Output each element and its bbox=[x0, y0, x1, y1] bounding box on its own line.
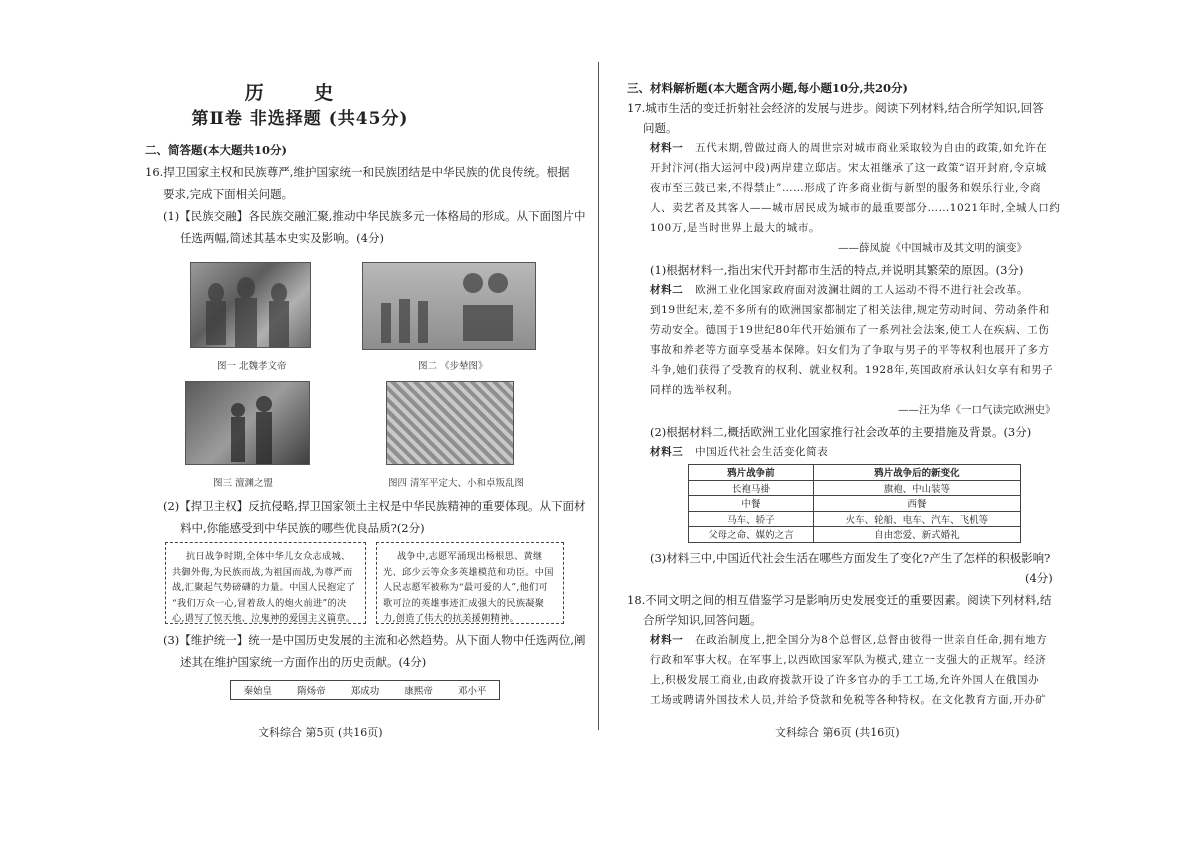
figure-3-image bbox=[185, 381, 310, 465]
q16-line-2: 要求,完成下面相关问题。 bbox=[163, 187, 294, 201]
box1-line: 心,谱写了惊天地、泣鬼神的爱国主义篇章。 bbox=[172, 613, 356, 624]
figure-2-image bbox=[362, 262, 536, 350]
q18-material-1-line: 上,积极发展工商业,由政府拨款开设了许多官办的手工工场,允许外国人在俄国办 bbox=[650, 674, 1040, 686]
q18-material-1-text: 在政治制度上,把全国分为8个总督区,总督由彼得一世亲自任命,拥有地方 bbox=[695, 634, 1048, 646]
q17-3: (3)材料三中,中国近代社会生活在哪些方面发生了变化?产生了怎样的积极影响? bbox=[650, 551, 1051, 565]
person-name: 康熙帝 bbox=[404, 686, 433, 697]
q16-1-line-1: (1)【民族交融】各民族交融汇聚,推动中华民族多元一体格局的形成。从下面图片中 bbox=[163, 209, 586, 223]
q17-2: (2)根据材料二,概括欧洲工业化国家推行社会改革的主要措施及背景。(3分) bbox=[650, 425, 1032, 439]
material-box-1 bbox=[165, 542, 366, 624]
table-row bbox=[689, 496, 1021, 512]
material-2-line: 斗争,她们获得了受教育的权利、就业权利。1928年,英国政府承认妇女享有和男子 bbox=[650, 364, 1054, 376]
material-2-line-1 bbox=[650, 280, 1028, 300]
q16-3-line-1: (3)【维护统一】统一是中国历史发展的主流和必然趋势。从下面人物中任选两位,阐 bbox=[163, 633, 586, 647]
q18-material-1-line: 行政和军事大权。在军事上,以西欧国家军队为模式,建立一支强大的正规军。经济 bbox=[650, 654, 1047, 666]
page-title: 历 史 bbox=[244, 82, 356, 104]
box2-line: 歌可泣的英雄事迹汇成强大的民族凝聚 bbox=[383, 597, 545, 609]
box2-line: 战争中,志愿军涌现出杨根思、黄继 bbox=[397, 551, 543, 562]
person-name: 隋炀帝 bbox=[297, 686, 326, 697]
table-cell: 旗袍、中山装等 bbox=[813, 480, 1020, 496]
material-2-line: 到19世纪末,差不多所有的欧洲国家都制定了相关法律,规定劳动时间、劳动条件和 bbox=[650, 304, 1050, 316]
material-2-source: ——汪为华《一口气读完欧洲史》 bbox=[898, 404, 1056, 416]
people-box bbox=[230, 680, 500, 700]
material-2-line: 事故和养老等方面享受基本保障。妇女们为了争取与男子的平等权利也展开了多方 bbox=[650, 344, 1050, 356]
person-name: 邓小平 bbox=[457, 686, 487, 697]
q18-line-2: 合所学知识,回答问题。 bbox=[643, 613, 762, 627]
table-row bbox=[689, 511, 1021, 527]
table-cell: 长袍马褂 bbox=[689, 480, 814, 496]
material-1-line: 100万,是当时世界上最大的城市。 bbox=[650, 222, 821, 234]
social-change-table bbox=[688, 464, 1021, 543]
material-1-line: 开封汴河(指大运河中段)两岸建立邸店。宋太祖继承了这一政策“诏开封府,令京城 bbox=[650, 162, 1047, 174]
section-heading-3: 三、材料解析题(本大题含两小题,每小题10分,共20分) bbox=[627, 81, 908, 95]
material-3-title: 中国近代社会生活变化简表 bbox=[695, 446, 829, 458]
table-header: 鸦片战争后的新变化 bbox=[813, 465, 1020, 481]
q16-1-line-2: 任选两幅,简述其基本史实及影响。(4分) bbox=[180, 231, 384, 245]
q17-3-score: (4分) bbox=[1025, 571, 1053, 585]
material-box-2 bbox=[376, 542, 564, 624]
box1-line: 抗日战争时期,全体中华儿女众志成城、 bbox=[186, 551, 351, 562]
q18-material-1-line-1 bbox=[650, 630, 1047, 650]
table-cell: 自由恋爱、新式婚礼 bbox=[813, 527, 1020, 543]
table-header-row bbox=[689, 465, 1021, 481]
q17-line-2: 问题。 bbox=[643, 121, 678, 135]
person-name: 秦始皇 bbox=[243, 686, 273, 697]
figure-1-caption: 图一 北魏孝文帝 bbox=[217, 361, 287, 372]
q16-2-line-2: 料中,你能感受到中华民族的哪些优良品质?(2分) bbox=[180, 521, 425, 535]
left-page bbox=[0, 0, 596, 848]
material-2-label: 材料二 bbox=[650, 284, 684, 296]
table-cell: 中餐 bbox=[689, 496, 814, 512]
material-1-text: 五代末期,曾做过商人的周世宗对城市商业采取较为自由的政策,如允许在 bbox=[695, 142, 1048, 154]
material-1-source: ——薛凤旋《中国城市及其文明的演变》 bbox=[838, 242, 1027, 254]
box1-line: 战,汇聚起气势磅礴的力量。中国人民抱定了 bbox=[172, 582, 356, 593]
figure-4-image bbox=[386, 381, 514, 465]
material-3-label: 材料三 bbox=[650, 446, 684, 458]
table-cell: 马车、轿子 bbox=[689, 511, 814, 527]
box2-line: 人民志愿军被称为“最可爱的人”,他们可 bbox=[383, 582, 549, 593]
figure-1-image bbox=[190, 262, 311, 348]
material-3-header bbox=[650, 442, 828, 462]
q17-line-1: 17.城市生活的变迁折射社会经济的发展与进步。阅读下列材料,结合所学知识,回答 bbox=[627, 101, 1044, 115]
material-2-line: 同样的选举权利。 bbox=[650, 384, 739, 396]
table-header: 鸦片战争前 bbox=[689, 465, 814, 481]
q17-1: (1)根据材料一,指出宋代开封都市生活的特点,并说明其繁荣的原因。(3分) bbox=[650, 263, 1024, 277]
box1-line: “我们万众一心,冒着敌人的炮火前进”的决 bbox=[172, 597, 347, 609]
table-cell: 西餐 bbox=[813, 496, 1020, 512]
q18-material-1-line: 工场或聘请外国技术人员,并给予贷款和免税等各种特权。在文化教育方面,开办矿 bbox=[650, 694, 1047, 706]
material-2-text: 欧洲工业化国家政府面对波澜壮阔的工人运动不得不进行社会改革。 bbox=[695, 284, 1029, 296]
table-row bbox=[689, 480, 1021, 496]
q16-line-1: 16.捍卫国家主权和民族尊严,维护国家统一和民族团结是中华民族的优良传统。根据 bbox=[145, 165, 570, 179]
material-1-line: 夜市至三鼓已来,不得禁止”……形成了许多商业街与新型的服务和娱乐行业,令商 bbox=[650, 182, 1042, 194]
page-footer-left: 文科综合 第5页 (共16页) bbox=[258, 726, 383, 739]
table-cell: 父母之命、媒妁之言 bbox=[689, 527, 814, 543]
box2-line: 力,创造了伟大的抗美援朝精神。 bbox=[383, 613, 520, 624]
page-subtitle: 第Ⅱ卷 非选择题 (共45分) bbox=[191, 109, 409, 129]
box1-line: 共御外侮,为民族而战,为祖国而战,为尊严而 bbox=[172, 566, 353, 578]
figure-4-caption: 图四 清军平定大、小和卓叛乱图 bbox=[388, 478, 525, 489]
figure-2-caption: 图二 《步辇图》 bbox=[418, 361, 488, 372]
material-2-line: 劳动安全。德国于19世纪80年代开始颁布了一系列社会法案,使工人在疾病、工伤 bbox=[650, 324, 1050, 336]
section-heading-2: 二、简答题(本大题共10分) bbox=[145, 143, 287, 157]
material-1-line-1 bbox=[650, 138, 1047, 158]
person-name: 郑成功 bbox=[350, 686, 380, 697]
q18-line-1: 18.不同文明之间的相互借鉴学习是影响历史发展变迁的重要因素。阅读下列材料,结 bbox=[627, 593, 1052, 607]
figure-3-caption: 图三 澶渊之盟 bbox=[213, 478, 274, 489]
table-cell: 火车、轮船、电车、汽车、飞机等 bbox=[813, 511, 1020, 527]
q16-2-line-1: (2)【捍卫主权】反抗侵略,捍卫国家领土主权是中华民族精神的重要体现。从下面材 bbox=[163, 499, 586, 513]
box2-line: 光、邱少云等众多英雄模范和功臣。中国 bbox=[383, 566, 554, 578]
material-1-label: 材料一 bbox=[650, 142, 684, 154]
page-footer-right: 文科综合 第6页 (共16页) bbox=[775, 726, 900, 739]
material-1-line: 人、卖艺者及其客人——城市居民成为城市的最重要部分……1021年时,全城人口约 bbox=[650, 202, 1061, 214]
table-row bbox=[689, 527, 1021, 543]
page-divider bbox=[598, 62, 599, 730]
q18-material-1-label: 材料一 bbox=[650, 634, 684, 646]
q16-3-line-2: 述其在维护国家统一方面作出的历史贡献。(4分) bbox=[180, 655, 427, 669]
